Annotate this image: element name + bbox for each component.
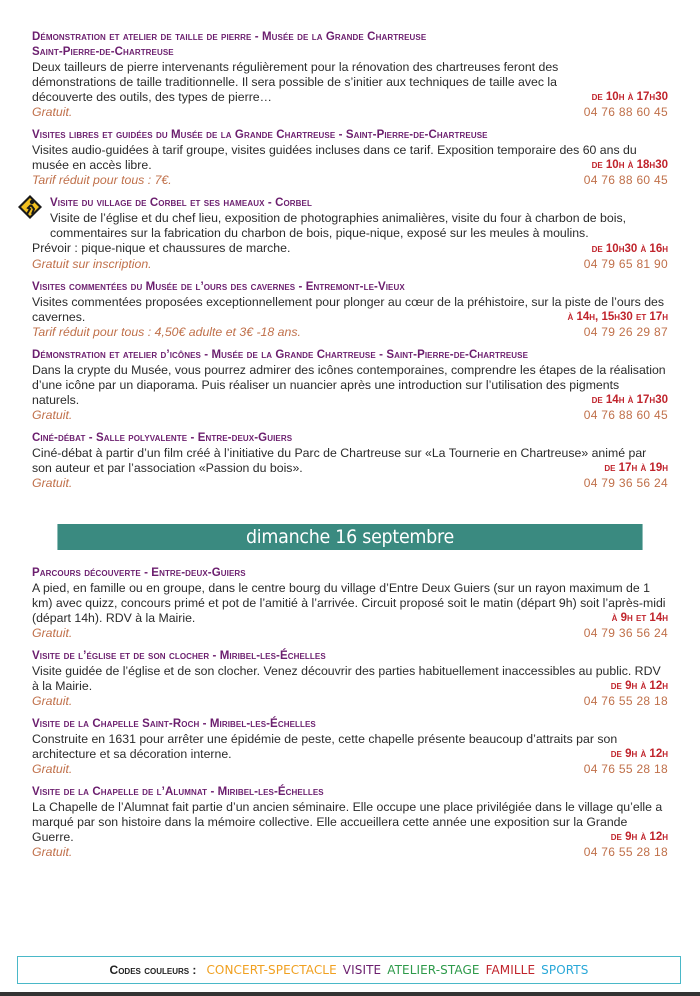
event-price: Gratuit. (32, 476, 73, 490)
event-phone: 04 76 88 60 45 (583, 173, 668, 187)
event-cine-debat (32, 431, 668, 491)
event-ours-cavernes (32, 280, 668, 340)
saturday-events (32, 30, 668, 499)
family-icon (17, 194, 43, 220)
event-title-line2: Saint-Pierre-de-Chartreuse (32, 46, 174, 58)
event-phone: 04 76 55 28 18 (583, 845, 668, 859)
event-phone: 04 76 88 60 45 (583, 408, 668, 422)
event-description: Visite de l’église et du chef lieu, exposition de photographies animalières, visite du four à charbon de bois, commentaires sur la fabrication du charbon de bois, pique-nique, exposé sur les meules à moulins. (50, 211, 627, 240)
event-phone: 04 76 88 60 45 (583, 105, 668, 119)
event-price: Tarif réduit pour tous : 4,50€ adulte et 3€ -18 ans. (32, 325, 301, 339)
event-parcours-decouverte (32, 566, 668, 641)
event-phone: 04 76 55 28 18 (583, 694, 668, 708)
event-price: Gratuit. (32, 694, 73, 708)
event-description: Visite guidée de l’église et de son clocher. Venez découvrir des parties habituellement inaccessibles au public. RDV à la Mairie. (32, 664, 661, 693)
event-phone: 04 79 36 56 24 (583, 626, 668, 640)
event-title: Visite de l’église et de son clocher - Miribel-les-Échelles (32, 650, 326, 662)
event-eglise-clocher (32, 649, 668, 709)
event-price: Gratuit. (32, 845, 73, 859)
event-time: de 10h à 17h30 (591, 91, 668, 103)
sunday-events (32, 566, 668, 868)
color-legend (17, 956, 681, 984)
event-title: Visites libres et guidées du Musée de la Grande Chartreuse - Saint-Pierre-de-Chartreuse (32, 129, 488, 141)
legend-tag-famille: FAMILLE (485, 963, 536, 977)
event-description: Construite en 1631 pour arrêter une épidémie de peste, cette chapelle présente beaucoup d’attraits par son architecture et sa décoration interne. (32, 732, 618, 761)
event-phone: 04 76 55 28 18 (583, 762, 668, 776)
event-description: Deux tailleurs de pierre intervenants régulièrement pour la rénovation des chartreuses feront des démonstrations de taille traditionnelle. Il sera possible de s’initier aux techniques de taille avec la découverte des outils, des types de pierre… (32, 60, 559, 104)
event-time: de 9h à 12h (610, 748, 668, 760)
page-bottom-rule (0, 992, 700, 996)
event-price: Gratuit. (32, 762, 73, 776)
event-time: à 14h, 15h30 et 17h (567, 311, 668, 323)
event-price: Gratuit sur inscription. (32, 257, 152, 271)
event-title: Démonstration et atelier de taille de pierre - Musée de la Grande Chartreuse (32, 31, 427, 43)
event-time: de 9h à 12h (610, 831, 668, 843)
event-title: Visite de la Chapelle Saint-Roch - Miribel-les-Échelles (32, 718, 316, 730)
event-price: Gratuit. (32, 408, 73, 422)
legend-tag-sports: SPORTS (541, 963, 589, 977)
event-title: Visite du village de Corbel et ses hameaux - Corbel (50, 197, 312, 209)
event-icones (32, 348, 668, 423)
event-title: Visites commentées du Musée de l’ours des cavernes - Entremont-le-Vieux (32, 281, 405, 293)
event-corbel (32, 196, 668, 272)
event-title: Ciné-débat - Salle polyvalente - Entre-deux-Guiers (32, 432, 293, 444)
event-chapelle-saint-roch (32, 717, 668, 777)
event-musee-chartreuse (32, 128, 668, 188)
event-price: Tarif réduit pour tous : 7€. (32, 173, 172, 187)
event-chapelle-alumnat (32, 785, 668, 860)
event-extra: Prévoir : pique-nique et chaussures de marche. (32, 241, 291, 255)
event-description: La Chapelle de l’Alumnat fait partie d’un ancien séminaire. Elle occupe une place privilégiée dans le village qu’elle a marqué par son histoire dans la mémoire collective. Elle accueillera cette année une exposition sur la Grande Guerre. (32, 800, 663, 844)
event-time: de 10h à 18h30 (591, 159, 668, 171)
event-title: Démonstration et atelier d’icônes - Musée de la Grande Chartreuse - Saint-Pierre-de-Chartreuse (32, 349, 529, 361)
legend-tag-atelier: ATELIER-STAGE (387, 963, 480, 977)
event-price: Gratuit. (32, 626, 73, 640)
event-title: Parcours découverte - Entre-deux-Guiers (32, 567, 246, 579)
event-taille-pierre (32, 30, 668, 120)
event-time: de 14h à 17h30 (591, 394, 668, 406)
event-title: Visite de la Chapelle de l’Alumnat - Miribel-les-Échelles (32, 786, 324, 798)
event-phone: 04 79 26 29 87 (583, 325, 668, 339)
day-heading: dimanche 16 septembre (57, 524, 642, 550)
event-price: Gratuit. (32, 105, 73, 119)
event-description: A pied, en famille ou en groupe, dans le centre bourg du village d’Entre Deux Guiers (sur un rayon maximum de 1 km) avec quizz, concours primé et pot de l’amitié à l’arrivée. Circuit proposé soit le matin (départ 9h) soit l’après-midi (départ 14h). RDV à la Mairie. (32, 581, 666, 625)
legend-label: Codes couleurs : (109, 963, 197, 977)
event-time: de 9h à 12h (610, 680, 668, 692)
event-description: Visites commentées proposées exceptionnellement pour plonger au cœur de la préhistoire, sur la piste de l’ours des cavernes. (32, 295, 665, 324)
legend-tag-visite: VISITE (342, 963, 382, 977)
event-phone: 04 79 65 81 90 (583, 257, 668, 271)
event-time: à 9h et 14h (611, 612, 668, 624)
event-description: Dans la crypte du Musée, vous pourrez admirer des icônes contemporaines, comprendre les étapes de la réalisation d’une icône par un diaporama. Puis réaliser un nuancier après une introduction sur l’utilisation des pigments naturels. (32, 363, 666, 407)
event-description: Ciné-débat à partir d’un film créé à l’initiative du Parc de Chartreuse sur «La Tournerie en Chartreuse» animé par son auteur et par l’association «Passion du bois». (32, 446, 647, 475)
event-time: de 10h30 à 16h (591, 243, 668, 255)
legend-tag-concert: CONCERT-SPECTACLE (206, 963, 337, 977)
event-description: Visites audio-guidées à tarif groupe, visites guidées incluses dans ce tarif. Exposition temporaire des 60 ans du musée en accès libre. (32, 143, 637, 172)
event-phone: 04 79 36 56 24 (583, 476, 668, 490)
event-time: de 17h à 19h (604, 462, 668, 474)
